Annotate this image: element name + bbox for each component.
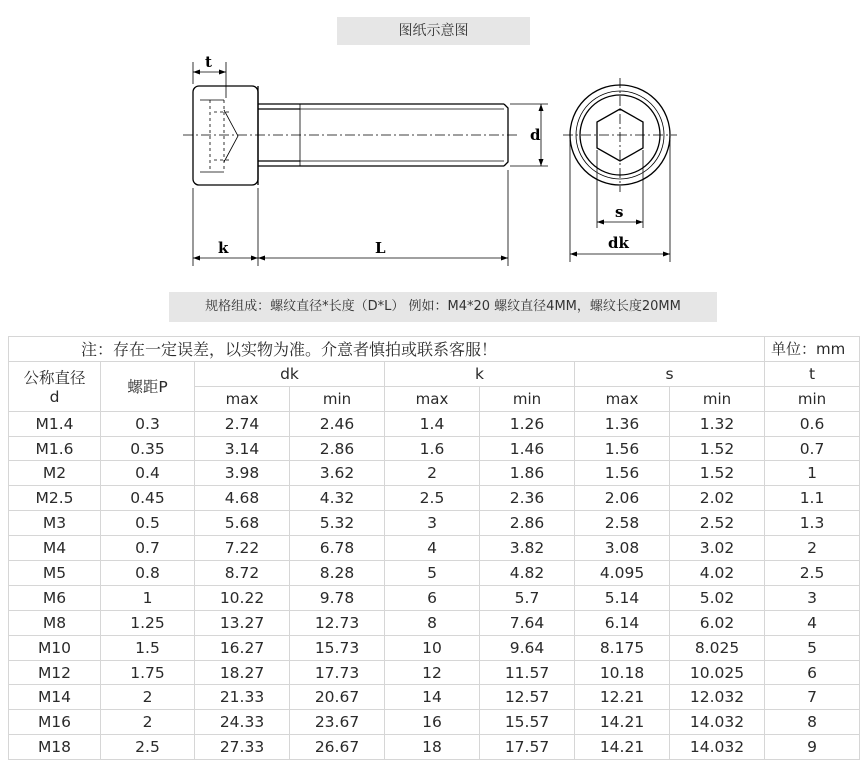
header-k: k (385, 361, 575, 386)
cell-s-min: 2.52 (670, 511, 765, 536)
cell-size: M1.4 (9, 411, 101, 436)
cell-size: M2 (9, 461, 101, 486)
header-nominal (9, 361, 101, 411)
cell-s-min: 12.032 (670, 685, 765, 710)
table-row (9, 585, 860, 610)
cell-size: M14 (9, 685, 101, 710)
cell-k-max: 16 (385, 710, 480, 735)
cell-pitch: 2 (101, 685, 195, 710)
cell-s-min: 14.032 (670, 735, 765, 760)
note-text: 注：存在一定误差，以实物为准。介意者慎拍或联系客服！ (9, 337, 765, 362)
subheader-dk-min: min (290, 386, 385, 411)
table-row (9, 610, 860, 635)
cell-size: M4 (9, 536, 101, 561)
cell-dk-min: 3.62 (290, 461, 385, 486)
cell-dk-min: 26.67 (290, 735, 385, 760)
cell-t-min: 2.5 (765, 561, 860, 586)
cell-dk-max: 10.22 (195, 585, 290, 610)
cell-s-max: 14.21 (575, 710, 670, 735)
cell-dk-max: 4.68 (195, 486, 290, 511)
cell-size: M18 (9, 735, 101, 760)
cell-t-min: 4 (765, 610, 860, 635)
cell-k-min: 17.57 (480, 735, 575, 760)
cell-k-min: 7.64 (480, 610, 575, 635)
cell-dk-min: 9.78 (290, 585, 385, 610)
cell-k-min: 12.57 (480, 685, 575, 710)
cell-size: M12 (9, 660, 101, 685)
technical-drawing-area (0, 0, 866, 336)
cell-k-max: 3 (385, 511, 480, 536)
cell-s-min: 10.025 (670, 660, 765, 685)
cell-t-min: 6 (765, 660, 860, 685)
subheader-t-min: min (765, 386, 860, 411)
cell-t-min: 2 (765, 536, 860, 561)
cell-k-min: 9.64 (480, 635, 575, 660)
subheader-k-max: max (385, 386, 480, 411)
cell-pitch: 1.75 (101, 660, 195, 685)
label-s: s (615, 203, 624, 221)
cell-t-min: 1.3 (765, 511, 860, 536)
header-row (9, 361, 860, 386)
cell-dk-max: 7.22 (195, 536, 290, 561)
label-dk: dk (608, 234, 629, 252)
cell-k-max: 4 (385, 536, 480, 561)
table-row (9, 486, 860, 511)
header-pitch: 螺距P (101, 361, 195, 411)
cell-dk-max: 5.68 (195, 511, 290, 536)
cell-k-max: 12 (385, 660, 480, 685)
cell-k-max: 10 (385, 635, 480, 660)
table-row (9, 461, 860, 486)
cell-pitch: 0.7 (101, 536, 195, 561)
cell-s-max: 8.175 (575, 635, 670, 660)
cell-k-max: 8 (385, 610, 480, 635)
cell-size: M2.5 (9, 486, 101, 511)
cell-size: M1.6 (9, 436, 101, 461)
spec-table (8, 336, 860, 760)
cell-k-max: 2.5 (385, 486, 480, 511)
cell-dk-max: 8.72 (195, 561, 290, 586)
cell-dk-min: 12.73 (290, 610, 385, 635)
cell-s-max: 1.56 (575, 436, 670, 461)
subheader-s-min: min (670, 386, 765, 411)
table-row (9, 660, 860, 685)
label-d: d (530, 126, 541, 144)
label-k: k (218, 239, 229, 257)
cell-s-max: 6.14 (575, 610, 670, 635)
cell-k-min: 3.82 (480, 536, 575, 561)
cell-k-max: 6 (385, 585, 480, 610)
cell-s-max: 2.06 (575, 486, 670, 511)
cell-s-min: 14.032 (670, 710, 765, 735)
cell-pitch: 2 (101, 710, 195, 735)
cell-k-max: 1.4 (385, 411, 480, 436)
unit-text: 单位：mm (765, 337, 860, 362)
cell-s-min: 2.02 (670, 486, 765, 511)
cell-dk-min: 4.32 (290, 486, 385, 511)
cell-k-min: 11.57 (480, 660, 575, 685)
cell-s-max: 5.14 (575, 585, 670, 610)
header-s: s (575, 361, 765, 386)
table-row (9, 511, 860, 536)
cell-k-min: 1.26 (480, 411, 575, 436)
table-row (9, 685, 860, 710)
cell-k-max: 2 (385, 461, 480, 486)
cell-pitch: 0.3 (101, 411, 195, 436)
subheader-s-max: max (575, 386, 670, 411)
cell-k-min: 5.7 (480, 585, 575, 610)
cell-size: M6 (9, 585, 101, 610)
cell-pitch: 1.5 (101, 635, 195, 660)
header-t: t (765, 361, 860, 386)
header-nominal-label: 公称直径 (23, 369, 86, 388)
cell-pitch: 2.5 (101, 735, 195, 760)
cell-k-max: 1.6 (385, 436, 480, 461)
cell-s-max: 1.36 (575, 411, 670, 436)
table-row (9, 635, 860, 660)
spec-caption: 规格组成：螺纹直径*长度（D*L） 例如：M4*20 螺纹直径4MM，螺纹长度20MM (169, 292, 717, 322)
cell-dk-max: 16.27 (195, 635, 290, 660)
cell-s-min: 1.52 (670, 436, 765, 461)
cell-pitch: 0.35 (101, 436, 195, 461)
cell-size: M16 (9, 710, 101, 735)
cell-s-min: 3.02 (670, 536, 765, 561)
cell-t-min: 8 (765, 710, 860, 735)
cell-dk-max: 24.33 (195, 710, 290, 735)
cell-t-min: 9 (765, 735, 860, 760)
cell-t-min: 0.7 (765, 436, 860, 461)
label-L: L (375, 239, 386, 257)
cell-dk-min: 17.73 (290, 660, 385, 685)
cell-s-max: 4.095 (575, 561, 670, 586)
table-row (9, 735, 860, 760)
cell-s-min: 1.32 (670, 411, 765, 436)
cell-k-max: 14 (385, 685, 480, 710)
cell-t-min: 3 (765, 585, 860, 610)
cell-size: M10 (9, 635, 101, 660)
cell-k-min: 1.86 (480, 461, 575, 486)
note-row (9, 337, 860, 362)
cell-dk-min: 5.32 (290, 511, 385, 536)
cell-dk-max: 21.33 (195, 685, 290, 710)
table-row (9, 536, 860, 561)
cell-dk-min: 20.67 (290, 685, 385, 710)
cell-dk-max: 18.27 (195, 660, 290, 685)
cell-s-max: 10.18 (575, 660, 670, 685)
cell-size: M5 (9, 561, 101, 586)
cell-pitch: 1.25 (101, 610, 195, 635)
table-row (9, 436, 860, 461)
cell-k-min: 2.36 (480, 486, 575, 511)
cell-dk-max: 2.74 (195, 411, 290, 436)
subheader-dk-max: max (195, 386, 290, 411)
cell-s-min: 4.02 (670, 561, 765, 586)
cell-dk-max: 3.98 (195, 461, 290, 486)
cell-s-min: 8.025 (670, 635, 765, 660)
subheader-k-min: min (480, 386, 575, 411)
table-row (9, 710, 860, 735)
cell-k-min: 2.86 (480, 511, 575, 536)
cell-dk-min: 6.78 (290, 536, 385, 561)
screw-drawing (0, 0, 866, 336)
label-t: t (205, 53, 212, 71)
cell-size: M3 (9, 511, 101, 536)
cell-pitch: 0.4 (101, 461, 195, 486)
cell-t-min: 0.6 (765, 411, 860, 436)
cell-s-max: 12.21 (575, 685, 670, 710)
table-row (9, 561, 860, 586)
cell-s-max: 3.08 (575, 536, 670, 561)
cell-pitch: 1 (101, 585, 195, 610)
cell-dk-min: 8.28 (290, 561, 385, 586)
cell-dk-min: 2.86 (290, 436, 385, 461)
cell-pitch: 0.8 (101, 561, 195, 586)
cell-t-min: 1.1 (765, 486, 860, 511)
cell-dk-min: 15.73 (290, 635, 385, 660)
cell-k-min: 1.46 (480, 436, 575, 461)
cell-k-max: 5 (385, 561, 480, 586)
cell-dk-min: 2.46 (290, 411, 385, 436)
cell-dk-max: 27.33 (195, 735, 290, 760)
drawing-title: 图纸示意图 (337, 17, 530, 45)
cell-k-min: 4.82 (480, 561, 575, 586)
cell-s-min: 1.52 (670, 461, 765, 486)
cell-s-max: 14.21 (575, 735, 670, 760)
cell-k-min: 15.57 (480, 710, 575, 735)
cell-s-max: 1.56 (575, 461, 670, 486)
table-row (9, 411, 860, 436)
cell-pitch: 0.45 (101, 486, 195, 511)
cell-pitch: 0.5 (101, 511, 195, 536)
header-nominal-sub: d (49, 388, 60, 407)
screw-side-view (183, 62, 548, 266)
cell-t-min: 5 (765, 635, 860, 660)
cell-t-min: 7 (765, 685, 860, 710)
cell-dk-max: 13.27 (195, 610, 290, 635)
cell-dk-min: 23.67 (290, 710, 385, 735)
cell-dk-max: 3.14 (195, 436, 290, 461)
cell-k-max: 18 (385, 735, 480, 760)
cell-size: M8 (9, 610, 101, 635)
header-dk: dk (195, 361, 385, 386)
cell-s-max: 2.58 (575, 511, 670, 536)
cell-s-min: 5.02 (670, 585, 765, 610)
cell-s-min: 6.02 (670, 610, 765, 635)
cell-t-min: 1 (765, 461, 860, 486)
